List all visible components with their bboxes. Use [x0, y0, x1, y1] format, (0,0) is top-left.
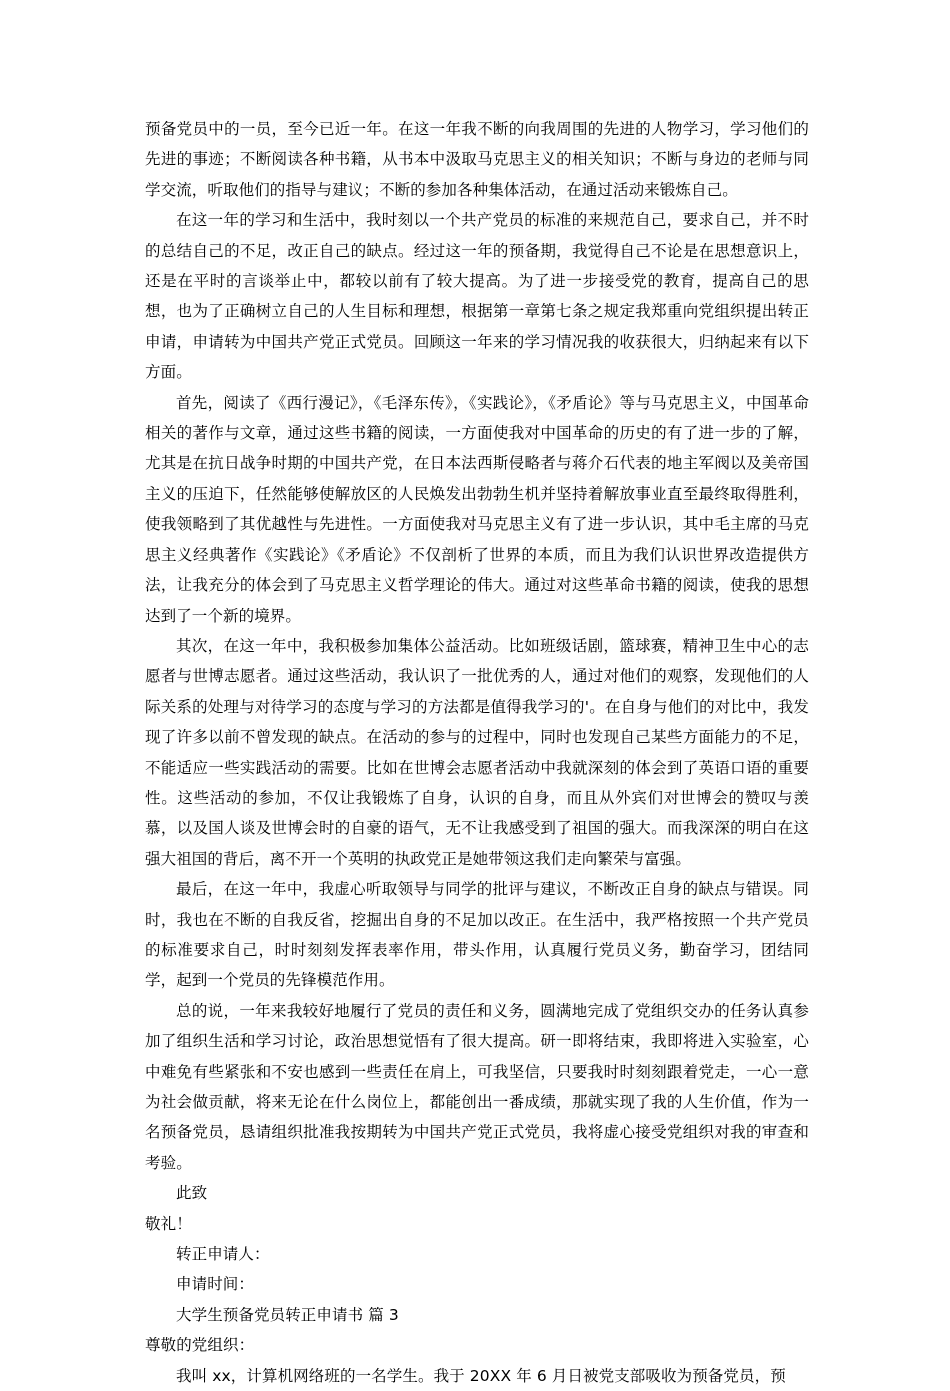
- application-date-label: 申请时间：: [176, 1275, 255, 1294]
- paragraph-second-activities: 其次，在这一年中，我积极参加集体公益活动。比如班级话剧，篮球赛，精神卫生中心的志愿者与世博志愿者。通过这些活动，我认识了一批优秀的人，通过对他们的观察，发现他们的人际关系的处理与对待学习的态度与学习的方法都是值得我学习的'。在自身与他们的对比中，我发现了许多以前不曾发现的缺点。在活动的参与的过程中，同时也发现自己某些方面能力的不足，不能适应一些实践活动的需要。比如在世博会志愿者活动中我就深刻的体会到了英语口语的重要性。这些活动的参加，不仅让我锻炼了自身，认识的自身，而且从外宾们对世博会的赞叹与羡慕，以及国人谈及世博会时的自豪的语气，无不让我感受到了祖国的强大。而我深深的明白在这强大祖国的背后，离不开一个英明的执政党正是她带领这我们走向繁荣与富强。: [145, 636, 809, 868]
- paragraph-summary: 总的说，一年来我较好地履行了党员的责任和义务，圆满地完成了党组织交办的任务认真参加了组织生活和学习讨论，政治思想觉悟有了很大提高。研一即将结束，我即将进入实验室，心中难免有些紧张和不安也感到一些责任在肩上，可我坚信，只要我时时刻刻跟着党走，一心一意为社会做贡献，将来无论在什么岗位上，都能创出一番成绩，那就实现了我的人生价值，作为一名预备党员，恳请组织批准我按期转为中国共产党正式党员，我将虚心接受党组织对我的审查和考验。: [145, 1001, 809, 1172]
- paragraph-first-reading: 首先，阅读了《西行漫记》，《毛泽东传》，《实践论》，《矛盾论》等与马克思主义，中国革命相关的著作与文章，通过这些书籍的阅读，一方面使我对中国革命的历史的有了进一步的了解，尤其是在抗日战争时期的中国共产党，在日本法西斯侵略者与蒋介石代表的地主军阀以及美帝国主义的压迫下，任然能够使解放区的人民焕发出勃勃生机并坚持着解放事业直至最终取得胜利，使我领略到了其优越性与先进性。一方面使我对马克思主义有了进一步认识，其中毛主席的马克思主义经典著作《实践论》《矛盾论》不仅剖析了世界的本质，而且为我们认识世界改造提供方法，让我充分的体会到了马克思主义哲学理论的伟大。通过对这些革命书籍的阅读，使我的思想达到了一个新的境界。: [145, 393, 809, 625]
- closing-cizhi: 此致: [176, 1184, 208, 1203]
- section-title-part-3: 大学生预备党员转正申请书 篇 3: [176, 1305, 399, 1324]
- document-body: [145, 114, 809, 1391]
- paragraph-study-life: 在这一年的学习和生活中，我时刻以一个共产党员的标准的来规范自己，要求自己，并不时的总结自己的不足，改正自己的缺点。经过这一年的预备期，我觉得自己不论是在思想意识上，还是在平时的言谈举止中，都较以前有了较大提高。为了进一步接受党的教育，提高自己的思想，也为了正确树立自己的人生目标和理想，根据第一章第七条之规定我郑重向党组织提出转正申请，申请转为中国共产党正式党员。回顾这一年来的学习情况我的收获很大，归纳起来有以下方面。: [145, 211, 809, 382]
- applicant-label: 转正申请人：: [176, 1245, 270, 1264]
- paragraph-finally-criticism: 最后，在这一年中，我虚心听取领导与同学的批评与建议，不断改正自身的缺点与错误。同时，我也在不断的自我反省，挖掘出自身的不足加以改正。在生活中，我严格按照一个共产党员的标准要求自己，时时刻刻发挥表率作用，带头作用，认真履行党员义务，勤奋学习，团结同学，起到一个党员的先锋模范作用。: [145, 880, 809, 990]
- paragraph-intro-part-3: 我叫 xx，计算机网络班的一名学生。我于 20XX 年 6 月日被党支部吸收为预备党员，预: [176, 1366, 786, 1385]
- salutation: 尊敬的党组织：: [145, 1336, 255, 1355]
- paragraph-continuation: 预备党员中的一员，至今已近一年。在这一年我不断的向我周围的先进的人物学习，学习他们的先进的事迹；不断阅读各种书籍，从书本中汲取马克思主义的相关知识；不断与身边的老师与同学交流，听取他们的指导与建议；不断的参加各种集体活动，在通过活动来锻炼自己。: [145, 120, 809, 199]
- closing-jingli: 敬礼！: [145, 1214, 192, 1233]
